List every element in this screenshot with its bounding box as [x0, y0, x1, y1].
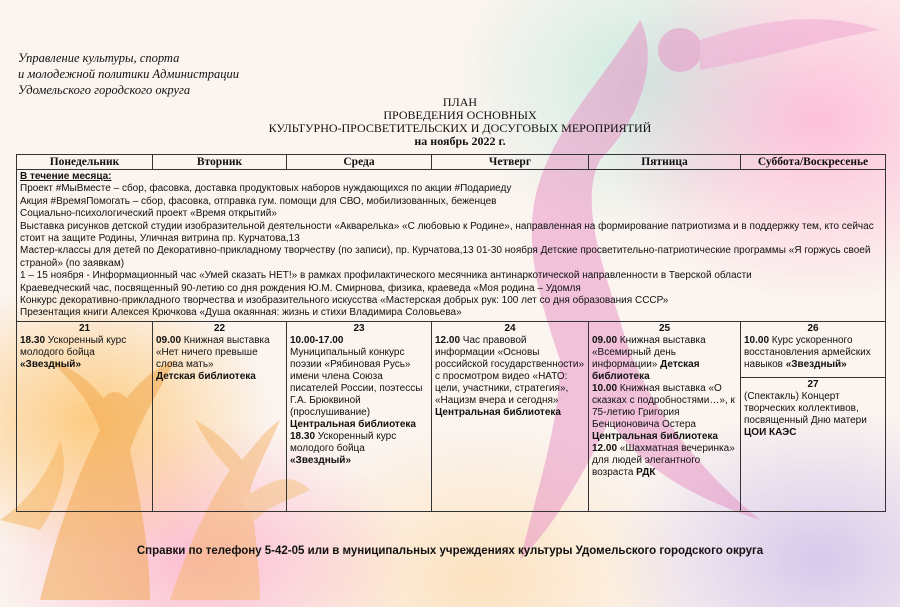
day-number: 27 — [807, 378, 819, 390]
event-text: Ускоренный курс молодого бойца — [20, 334, 127, 358]
event-venue: Детская библиотека — [156, 370, 256, 382]
header-weekend: Суббота/Воскресенье — [741, 155, 886, 170]
day-cell-friday — [589, 321, 741, 511]
header-tuesday: Вторник — [153, 155, 287, 170]
document-title — [200, 96, 720, 148]
month-event-item: 1 – 15 ноября - Информационный час «Умей сказать НЕТ!» в рамках профилактического месячника антинаркотической направленности в Тверской области — [20, 270, 752, 282]
month-events-row — [17, 170, 886, 322]
month-events-cell — [17, 170, 886, 322]
month-event-item: Краеведческий час, посвященный 90-летию со дня рождения Ю.М. Смирнова, физика, краеведа «Моя родина – Удомля — [20, 282, 581, 294]
event-venue: «Звездный» — [782, 358, 847, 370]
day-number: 26 — [807, 322, 819, 334]
event-venue: Центральная библиотека — [290, 418, 416, 430]
event-time: 10.00 — [592, 382, 618, 394]
header-thursday: Четверг — [432, 155, 589, 170]
event-text: Книжная выставка «Нет ничего превыше слова мать» — [156, 334, 270, 370]
organization-header — [18, 50, 239, 98]
org-line-1: Управление культуры, спорта — [18, 51, 180, 65]
month-event-item: Конкурс декоративно-прикладного творчества и изобразительного искусства «Мастерская добрых рук: 100 лет со дня образования СССР» — [20, 295, 669, 307]
event-venue: Центральная библиотека — [435, 406, 561, 418]
weekday-header-row — [17, 155, 886, 170]
month-event-item: Социально-психологический проект «Время открытий» — [20, 208, 277, 220]
day-number: 24 — [504, 322, 516, 334]
month-event-item: Мастер-классы для детей по Декоративно-прикладному творчеству (по записи), пр. Курчатова,13 01-30 ноября Детские просветительно-патриотические программы «Я горжусь своей страной» (по заявкам) — [20, 245, 871, 269]
event-venue: «Звездный» — [20, 358, 82, 370]
event-text: Муниципальный конкурс поэзии «Рябиновая Русь» имени члена Союза писателей России, поэтессы Г.А. Брюквиной (прослушивание) — [290, 346, 423, 418]
event-time: 12.00 — [435, 334, 461, 346]
day-cell-saturday — [741, 322, 885, 378]
event-text: Книжная выставка «Всемирный день информации» — [592, 334, 706, 370]
day-number: 21 — [78, 322, 91, 334]
day-number: 22 — [213, 322, 226, 334]
day-cell-thursday — [432, 321, 589, 511]
day-number: 25 — [658, 322, 671, 334]
event-text: Курс ускоренного восстановления армейских навыков — [744, 334, 871, 370]
event-venue: «Звездный» — [290, 454, 352, 466]
title-line-3: КУЛЬТУРНО-ПРОСВЕТИТЕЛЬСКИХ И ДОСУГОВЫХ МЕРОПРИЯТИЙ — [268, 121, 652, 135]
event-time: 18.30 — [290, 430, 316, 442]
month-event-item: Проект #МыВместе – сбор, фасовка, доставка продуктовых наборов нуждающихся по акции #Подариеду — [20, 183, 512, 195]
events-plan-table — [16, 154, 886, 512]
month-events-heading: В течение месяца: — [20, 171, 112, 182]
title-line-2: ПРОВЕДЕНИЯ ОСНОВНЫХ — [383, 108, 537, 122]
month-event-item: Акция #ВремяПомогать – сбор, фасовка, отправка гум. помощи для СВО, мобилизованных, беженцев — [20, 195, 497, 207]
event-venue: ЦОИ КАЭС — [744, 426, 797, 438]
header-wednesday: Среда — [287, 155, 432, 170]
header-monday: Понедельник — [17, 155, 153, 170]
event-venue: РДК — [633, 466, 656, 478]
day-cell-wednesday — [287, 321, 432, 511]
day-number: 23 — [353, 322, 365, 334]
event-text: Час правовой информации «Основы российской государственности» с просмотром видео «НАТО: цели, участники, стратегия», «Нацизм вчера и сегодня» — [435, 334, 584, 406]
event-time: 12.00 — [592, 442, 618, 454]
event-time: 09.00 — [156, 334, 182, 346]
day-cell-sunday — [741, 378, 885, 440]
month-event-item: Презентация книги Алексея Крючкова «Душа окаянная: жизнь и стихи Владимира Соловьева» — [20, 307, 462, 319]
org-line-3: Удомельского городского округа — [18, 83, 191, 97]
event-venue: Детская библиотека — [592, 358, 700, 382]
event-text: Ускоренный курс молодого бойца — [290, 430, 397, 454]
month-event-item: Выставка рисунков детской студии изобразительной деятельности «Акварелька» «С любовью к Родине», направленная на формирование патриотизма и в поддержку тем, кто сейчас стоит на защите Родины, Уличная витрина пр. Курчатова,13 — [20, 220, 874, 245]
event-venue: Центральная библиотека — [592, 430, 718, 442]
event-text: Книжная выставка «О сказках с подробностями…», к 75-летию Григория Бенционовича Остера — [592, 382, 735, 430]
org-line-2: и молодежной политики Администрации — [18, 67, 239, 81]
event-time: 10.00 — [744, 334, 770, 346]
event-time: 18.30 — [20, 334, 46, 346]
header-friday: Пятница — [589, 155, 741, 170]
title-month: на ноябрь 2022 г. — [414, 134, 506, 148]
day-cell-tuesday — [153, 321, 287, 511]
title-line-1: ПЛАН — [442, 95, 478, 109]
event-text: «Шахматная вечеринка» для людей элегантного возраста — [592, 442, 735, 478]
day-cell-monday — [17, 321, 153, 511]
event-text: (Спектакль) Концерт творческих коллективов, посвященный Дню матери — [744, 390, 867, 426]
footer-contact-note: Справки по телефону 5-42-05 или в муниципальных учреждениях культуры Удомельского городского округа — [136, 545, 764, 557]
event-time: 09.00 — [592, 334, 618, 346]
event-time: 10.00-17.00 — [290, 334, 344, 346]
week-row — [17, 321, 886, 511]
day-cell-weekend — [741, 321, 886, 511]
